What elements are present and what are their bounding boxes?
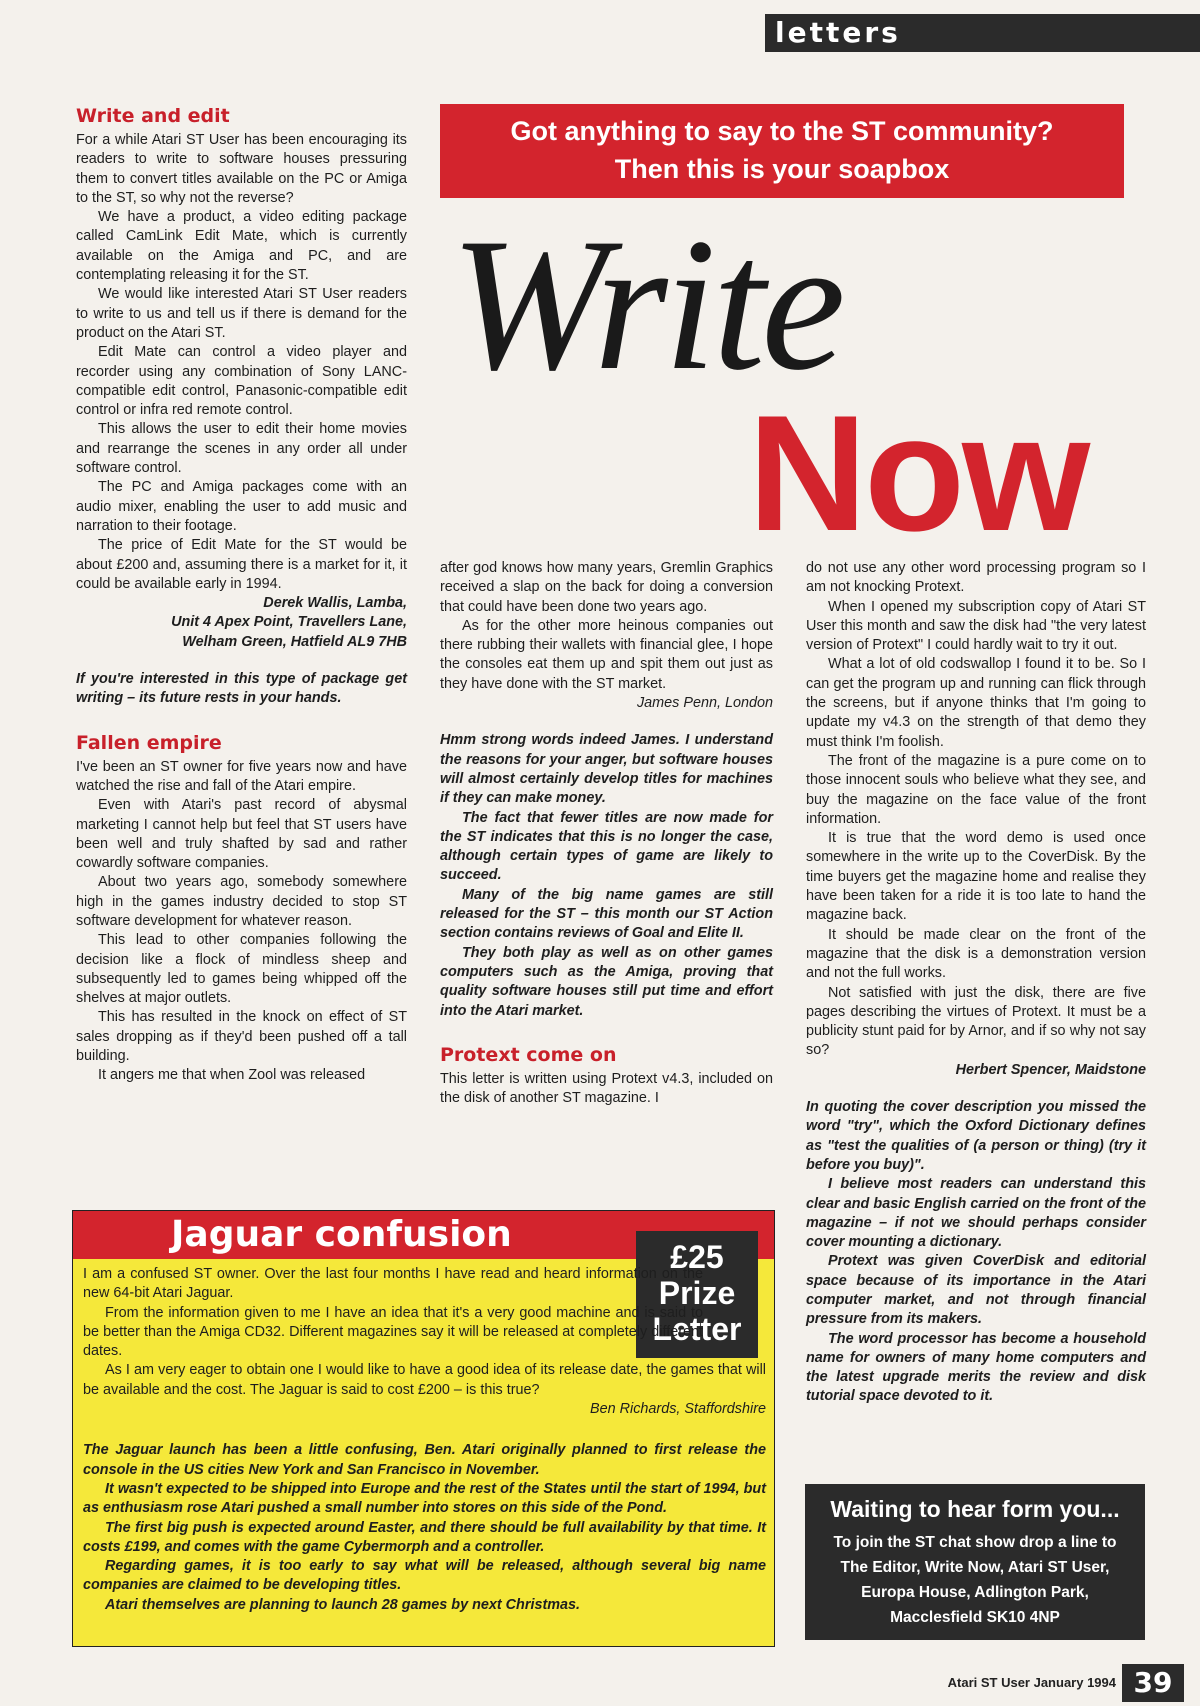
letter-paragraph: The price of Edit Mate for the ST would be about £200 and, assuming there is a market for it, it could be available early in 1994. xyxy=(76,537,407,592)
letter-signature: Derek Wallis, Lamba, xyxy=(263,595,407,612)
editor-reply: It wasn't expected to be shipped into Europe and the rest of the States until the start of 1994, but as enthusiasm rose Atari pushed a small number into stores on this side of the Pond. xyxy=(83,1480,766,1517)
heading-fallen-empire: Fallen empire xyxy=(76,731,222,754)
editor-reply: They both play as well as on other games computers such as the Amiga, proving that quality software houses still put time and effort into the Atari market. xyxy=(440,944,773,1019)
letter-paragraph: Edit Mate can control a video player and recorder using any combination of Sony LANC-compatible edit control, Panasonic-compatible edit control or infra red remote control. xyxy=(76,344,407,419)
column-3 xyxy=(806,559,1146,1407)
prize-amount: £25 xyxy=(670,1239,724,1275)
letter-paragraph: When I opened my subscription copy of Atari ST User this month and saw the disk had "the very latest version of Protext" I could hardly wait to try it out. xyxy=(806,598,1146,654)
editor-reply: Hmm strong words indeed James. I understand the reasons for your anger, but software houses will almost certainly develop titles for machines if they can make money. xyxy=(440,732,773,807)
letter-paragraph: It angers me that when Zool was released xyxy=(98,1067,366,1084)
contact-line: The Editor, Write Now, Atari ST User, xyxy=(840,1559,1110,1576)
letter-paragraph: do not use any other word processing program so I am not knocking Protext. xyxy=(806,560,1146,596)
editor-reply: I believe most readers can understand this clear and basic English carried on the front of the magazine – if not we should perhaps consider cover mounting a dictionary. xyxy=(806,1176,1146,1251)
letter-paragraph: What a lot of old codswallop I found it to be. So I can get the program up and running can flick through the screens, but if anyone thinks that I'm going to update my v4.3 on the strength of that demo they must think I'm foolish. xyxy=(806,656,1146,750)
contact-title: Waiting to hear form you... xyxy=(830,1496,1120,1522)
letter-paragraph: As I am very eager to obtain one I would like to have a good idea of its release date, the games that will be available and the cost. The Jaguar is said to cost £200 – is this true? xyxy=(83,1362,766,1398)
prize-letter-box xyxy=(72,1210,775,1647)
soapbox-banner xyxy=(440,104,1124,198)
soapbox-line-1: Got anything to say to the ST community? xyxy=(510,116,1054,146)
contact-line: Europa House, Adlington Park, xyxy=(861,1584,1089,1601)
soapbox-line-2: Then this is your soapbox xyxy=(614,154,950,184)
letter-signature: James Penn, London xyxy=(636,695,773,712)
editor-reply: The word processor has become a household name for owners of many home computers and the latest upgrade merits the review and disk tutorial space devoted to it. xyxy=(806,1330,1146,1405)
editor-reply: The Jaguar launch has been a little confusing, Ben. Atari originally planned to first release the console in the US cities New York and San Francisco in November. xyxy=(83,1442,766,1478)
letter-paragraph: We would like interested Atari ST User readers to write to us and tell us if there is demand for the product on the Atari ST. xyxy=(76,286,407,341)
editor-reply: Many of the big name games are still released for the ST – this month our ST Action section contains reviews of Goal and Elite II. xyxy=(440,886,773,942)
section-tab: letters xyxy=(765,14,1200,52)
letter-paragraph: For a while Atari ST User has been encouraging its readers to write to software houses pressuring them to convert titles available on the PC or Amiga to the ST, so why not the reverse? xyxy=(76,132,407,206)
editor-reply: Regarding games, it is too early to say what will be released, although several big name companies are claimed to be developing titles. xyxy=(83,1558,766,1594)
letter-paragraph: We have a product, a video editing package called CamLink Edit Mate, which is currently available on the Amiga and PC, and are contemplating releasing it for the ST. xyxy=(76,209,407,284)
contact-box xyxy=(805,1484,1145,1640)
editor-reply: The fact that fewer titles are now made for the ST indicates that this is no longer the case, although certain types of game are likely to succeed. xyxy=(440,809,773,884)
heading-jaguar-confusion: Jaguar confusion xyxy=(73,1211,774,1259)
letter-paragraph: As for the other more heinous companies out there rubbing their wallets with financial glee, I hope the consoles eat them up and spit them out just as they have done with the ST market. xyxy=(440,617,773,692)
editor-reply: Atari themselves are planning to launch 28 games by next Christmas. xyxy=(105,1596,581,1613)
prize-label: Letter xyxy=(652,1311,742,1347)
letter-signature: Welham Green, Hatfield AL9 7HB xyxy=(182,633,407,650)
editor-reply: Protext was given CoverDisk and editorial space because of its importance in the Atari computer market, and not through financial pressure from its makers. xyxy=(806,1253,1146,1328)
letter-paragraph: It is true that the word demo is used once somewhere in the write up to the CoverDisk. By the time buyers get the magazine home and realise they have been taken for a ride it is too late to hand the magazine back. xyxy=(806,830,1146,924)
column-2 xyxy=(440,559,773,1108)
letter-paragraph: Not satisfied with just the disk, there are five pages describing the virtues of Protext. It must be a publicity stunt paid for by Arnor, and if so why not say so? xyxy=(806,984,1146,1059)
heading-protext: Protext come on xyxy=(440,1043,617,1066)
letter-paragraph: I've been an ST owner for five years now and have watched the rise and fall of the Atari empire. xyxy=(76,758,407,794)
letter-paragraph: The PC and Amiga packages come with an audio mixer, enabling the user to add music and narration to their footage. xyxy=(76,479,407,534)
letter-paragraph: From the information given to me I have an idea that it's a very good machine and is said to be better than the Amiga CD32. Different magazines say it will be released at completely different dates. xyxy=(83,1304,703,1360)
page-number: 39 xyxy=(1122,1664,1184,1702)
letter-paragraph: This letter is written using Protext v4.3, included on the disk of another ST magazine. I xyxy=(440,1070,773,1107)
contact-line: Macclesfield SK10 4NP xyxy=(890,1609,1060,1626)
letter-signature: Herbert Spencer, Maidstone xyxy=(955,1061,1146,1078)
editor-reply: If you're interested in this type of package get writing – its future rests in your hands. xyxy=(76,671,407,707)
letter-paragraph: The front of the magazine is a pure come on to those innocent souls who believe what they see, and buy the magazine on the face value of the front information. xyxy=(806,752,1146,827)
title-now: Now xyxy=(748,381,1088,565)
letter-paragraph: Even with Atari's past record of abysmal marketing I cannot help but feel that ST users have been well and truly shafted by sad and rather cowardly software companies. xyxy=(76,797,407,872)
letter-paragraph: This has resulted in the knock on effect of ST sales dropping as if they'd been pushed off a tall building. xyxy=(76,1009,407,1065)
footer-magazine-issue: Atari ST User January 1994 xyxy=(947,1675,1116,1690)
contact-line: To join the ST chat show drop a line to xyxy=(833,1534,1117,1551)
letter-paragraph: This allows the user to edit their home movies and rearrange the scenes in any order all under software control. xyxy=(76,421,407,477)
letter-paragraph: I am a confused ST owner. Over the last four months I have read and heard information on the new 64-bit Atari Jaguar. xyxy=(83,1266,703,1302)
letter-paragraph: after god knows how many years, Gremlin Graphics received a slap on the back for doing a conversion that could have been done two years ago. xyxy=(440,560,773,615)
editor-reply: In quoting the cover description you missed the word "try", which the Oxford Dictionary defines as "test the qualities of (a person or thing) (try it before you buy)". xyxy=(806,1099,1146,1173)
prize-letter-body xyxy=(83,1265,766,1615)
letter-signature: Unit 4 Apex Point, Travellers Lane, xyxy=(171,614,407,631)
letter-paragraph: About two years ago, somebody somewhere high in the games industry decided to stop ST software development for whatever reason. xyxy=(76,874,407,929)
letter-paragraph: This lead to other companies following the decision like a flock of mindless sheep and subsequently led to games being whipped off the shelves at major outlets. xyxy=(76,932,407,1007)
letter-paragraph: It should be made clear on the front of the magazine that the disk is a demonstration version and not the full works. xyxy=(806,926,1146,982)
heading-write-and-edit: Write and edit xyxy=(76,105,230,127)
prize-label: Prize xyxy=(658,1275,736,1311)
letter-signature: Ben Richards, Staffordshire xyxy=(590,1401,766,1418)
column-1 xyxy=(76,104,407,1086)
title-write: Write xyxy=(450,200,842,410)
editor-reply: The first big push is expected around Easter, and there should be full availability by that time. It costs £199, and comes with the game Cybermorph and a controller. xyxy=(83,1519,766,1555)
